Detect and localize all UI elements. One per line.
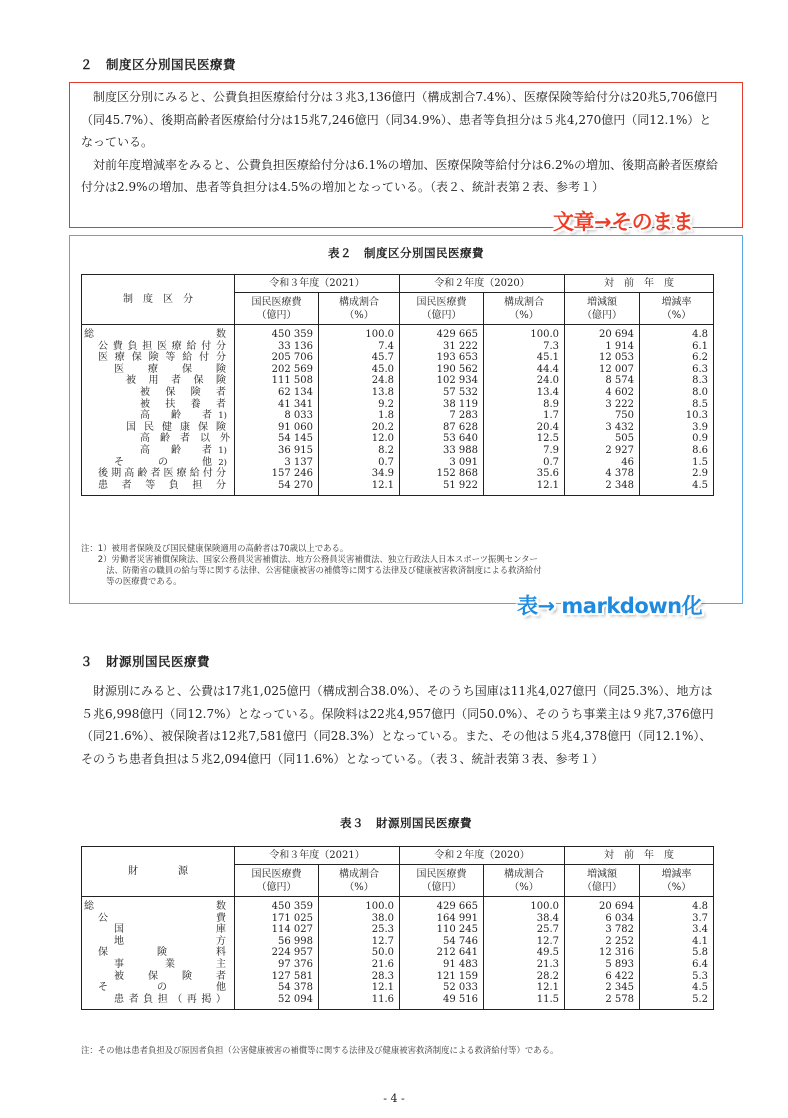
table3-cell: 6.4	[692, 958, 709, 970]
table3-cell: 11.5	[536, 993, 560, 1005]
table2-cell: 53 640	[443, 433, 479, 445]
table3-cell: 3.4	[692, 924, 709, 936]
table2-cell: 7.9	[543, 444, 560, 456]
table3-value-column	[319, 897, 400, 1010]
table2-row-label	[84, 329, 226, 341]
table3-row-label	[98, 982, 226, 994]
table2-cell: 1.5	[692, 456, 709, 468]
table3-row-label-text: 保 険 料	[98, 947, 226, 959]
table2-row-label	[140, 399, 226, 411]
table2-cell: 4 602	[605, 386, 635, 398]
table2-cell: 4.5	[692, 479, 709, 491]
table3-row-label-text: 被 保 険 者	[114, 970, 226, 982]
table2-cell: 157 246	[271, 468, 313, 480]
table3-cell: 54 746	[443, 935, 479, 947]
table3-cell: 28.2	[536, 970, 560, 982]
table2-row-footnote-ref: 1)	[218, 411, 227, 422]
table2-value-column	[484, 325, 565, 496]
table2-cell: 12.1	[371, 479, 395, 491]
table3-cell: 91 483	[443, 958, 479, 970]
section2-heading: ２ 制度区分別国民医療費	[80, 57, 237, 72]
table2-note: 2）労働者災害補償保険法、国家公務員災害補償法、地方公務員災害補償法、独立行政法人日本スポーツ振興センター	[81, 554, 538, 564]
table2-cell: 54 145	[278, 433, 313, 445]
table2-cell: 45.1	[536, 352, 560, 364]
table3-cell: 38.0	[371, 912, 395, 924]
table3-cell: 5.2	[692, 993, 709, 1005]
table3-value-column	[400, 897, 484, 1010]
table2-row-label	[140, 387, 226, 399]
table3-column-header: 構成割合 （%）	[319, 865, 400, 897]
table2-title: 表２ 制度区分別国民医療費	[328, 246, 484, 260]
table3-cell: 100.0	[365, 901, 395, 912]
table2-cell: 450 359	[271, 329, 313, 340]
table2-cell: 24.0	[536, 375, 560, 387]
table2-cell: 8 033	[284, 410, 313, 422]
table3-row-label	[114, 924, 226, 936]
section3-paragraph-1: 財源別にみると、公費は17兆1,025億円（構成割合38.0%）、そのうち国庫は11兆4,027億円（同25.3%）、地方は５兆6,998億円（同12.7%）となっている。保険料は22兆4,957億円（同50.0%）、そのうち事業主は９兆7,376億円（同21.6%）、被保険者は12兆7,581億円（同28.3%）となっている。また、その他は５兆4,378億円（同12.1%）、そのうち患者負担は５兆2,094億円（同11.6%）となっている。（表３、統計表第３表、参考１）	[81, 684, 714, 766]
table3-cell: 6 422	[605, 970, 635, 982]
table3-cell: 25.7	[536, 924, 560, 936]
table2-cell: 6.1	[692, 340, 709, 352]
table2-row-label-text: そ の 他	[114, 456, 212, 468]
table2-cell: 2 348	[605, 479, 635, 491]
table2-cell: 4 378	[605, 468, 635, 480]
table3-row-label	[84, 901, 226, 913]
table3-row-header: 財 源	[82, 847, 235, 897]
table3-column-header: 構成割合 （%）	[484, 865, 565, 897]
table3-cell: 11.6	[371, 993, 395, 1005]
table2-row-label	[140, 433, 230, 445]
table2-group-header: 令和３年度（2021）	[235, 275, 400, 293]
table3-column-header: 国民医療費 （億円）	[400, 865, 484, 897]
section2-paragraph-2: 対前年度増減率をみると、公費負担医療給付分は6.1%の増加、医療保険等給付分は6.2%の増加、後期高齢者医療給付分は2.9%の増加、患者等負担分は4.5%の増加となっている。（表２、統計表第２表、参考１）	[81, 157, 718, 194]
table2-row-header: 制 度 区 分	[82, 275, 235, 325]
table2-cell: 10.3	[685, 410, 709, 422]
table2-row-label-text: 高 齢 者	[140, 410, 212, 422]
table2-cell: 46	[621, 456, 635, 468]
table2-cell: 36 915	[278, 444, 313, 456]
table3-cell: 21.6	[371, 958, 395, 970]
table3-cell: 4.8	[692, 901, 709, 912]
table3-cell: 3.7	[692, 912, 709, 924]
table2-cell: 3.9	[692, 421, 709, 433]
table3-value-column	[565, 897, 640, 1010]
table2-value-column	[565, 325, 640, 496]
table3-cell: 164 991	[436, 912, 479, 924]
table2-value-column	[235, 325, 319, 496]
table3-cell: 21.3	[536, 958, 560, 970]
table2-note: 注：1）被用者保険及び国民健康保険適用の高齢者は70歳以上である。	[81, 543, 349, 553]
table2-cell: 12 053	[599, 352, 635, 364]
table3-cell: 100.0	[530, 901, 560, 912]
table3-cell: 429 665	[436, 901, 479, 912]
table3-cell: 2 252	[605, 935, 635, 947]
table3-cell: 450 359	[271, 901, 313, 912]
table2-value-column	[400, 325, 484, 496]
table2-cell: 8.3	[692, 375, 709, 387]
table2-cell: 3 137	[284, 456, 313, 468]
table3-row-label-text: 地 方	[114, 935, 226, 947]
table3-cell: 110 245	[436, 924, 479, 936]
table2-cell: 45.7	[371, 352, 395, 364]
table3-row-label	[114, 994, 226, 1006]
table2-cell: 4.8	[692, 329, 709, 340]
table2-row-label-text: 患 者 等 負 担 分	[98, 479, 226, 491]
table2-cell: 1.7	[543, 410, 560, 422]
table2-cell: 45.0	[371, 363, 395, 375]
table3-column-header: 増減額 （億円）	[565, 865, 640, 897]
table2-cell: 35.6	[536, 468, 560, 480]
table2-cell: 193 653	[436, 352, 479, 364]
table2-cell: 111 508	[271, 375, 313, 387]
table2-cell: 8 574	[605, 375, 635, 387]
table2-label-column	[82, 325, 235, 496]
table2-cell: 13.8	[371, 386, 395, 398]
table2-cell: 2.9	[692, 468, 709, 480]
table2-cell: 24.8	[371, 375, 395, 387]
table3	[81, 846, 714, 1010]
table2-cell: 2 927	[605, 444, 635, 456]
table3-row-label-text: 事 業 主	[114, 958, 226, 970]
table3-cell: 4.1	[692, 935, 709, 947]
table2-note: 等の医療費である。	[81, 576, 182, 586]
table2-row-label	[114, 457, 226, 469]
table2-row-label-text: 被 扶 養 者	[140, 398, 226, 410]
table3-cell: 2 345	[605, 982, 635, 994]
table2-cell: 152 868	[436, 468, 479, 480]
table2-cell: 8.5	[692, 398, 709, 410]
table3-cell: 49.5	[536, 947, 560, 959]
table2-cell: 6.3	[692, 363, 709, 375]
table2-cell: 33 136	[278, 340, 313, 352]
table2-cell: 38 119	[443, 398, 479, 410]
table3-group-header: 令和３年度（2021）	[235, 847, 400, 865]
table2-cell: 54 270	[278, 479, 313, 491]
table3-column-header: 増減率 （%）	[640, 865, 714, 897]
table2-row-label-text: 被 保 険 者	[140, 386, 226, 398]
table2-cell: 12.1	[536, 479, 560, 491]
table2-cell: 31 222	[443, 340, 479, 352]
table2-row-label	[140, 410, 226, 422]
table2-row-footnote-ref: 2)	[218, 457, 227, 468]
table2-cell: 8.2	[378, 444, 395, 456]
table2-cell: 0.7	[543, 456, 560, 468]
table2-cell: 12.5	[536, 433, 560, 445]
table3-notes	[81, 1045, 721, 1056]
table3-cell: 212 641	[436, 947, 479, 959]
table3-row-label	[114, 959, 226, 971]
table2-cell: 20.2	[371, 421, 395, 433]
section2-paragraph-1: 制度区分別にみると、公費負担医療給付分は３兆3,136億円（構成割合7.4%）、医療保険等給付分は20兆5,706億円（同45.7%）、後期高齢者医療給付分は15兆7,246億円（同34.9%）、患者等負担分は５兆4,270億円（同12.1%）となっている。	[81, 90, 718, 149]
table2-cell: 13.4	[536, 386, 560, 398]
table2-group-header: 対 前 年 度	[565, 275, 714, 293]
table2-cell: 100.0	[365, 329, 395, 340]
table3-cell: 52 094	[278, 993, 313, 1005]
table3-cell: 224 957	[271, 947, 313, 959]
table3-title: 表３ 財源別国民医療費	[340, 816, 472, 830]
table3-cell: 12.1	[371, 982, 395, 994]
table2-row-label	[98, 468, 226, 480]
table2-cell: 7.3	[543, 340, 560, 352]
table3-cell: 121 159	[436, 970, 479, 982]
table3-cell: 20 694	[599, 901, 635, 912]
table2-cell: 7.4	[378, 340, 395, 352]
table2-row-label-text: 公費負担医療給付分	[98, 340, 226, 352]
table3-column-header: 国民医療費 （億円）	[235, 865, 319, 897]
table3-cell: 12.1	[536, 982, 560, 994]
table2-group-header: 令和２年度（2020）	[400, 275, 565, 293]
table3-cell: 127 581	[271, 970, 313, 982]
table2-cell: 750	[614, 410, 635, 422]
table2-row-label	[140, 445, 226, 457]
table2-row-label-text: 医 療 保 険	[114, 363, 226, 375]
table2-cell: 91 060	[278, 421, 313, 433]
table3-cell: 25.3	[371, 924, 395, 936]
table3-cell: 114 027	[271, 924, 313, 936]
table3-note: 注：その他は患者負担及び原因者負担（公害健康被害の補償等に関する法律及び健康被害救済制度による救済給付等）である。	[81, 1045, 559, 1055]
table2-column-header: 国民医療費 （億円）	[400, 293, 484, 325]
table2-cell: 51 922	[443, 479, 479, 491]
table3-cell: 6 034	[605, 912, 635, 924]
section3-body	[81, 680, 721, 770]
table2-cell: 87 628	[443, 421, 479, 433]
table3-value-column	[484, 897, 565, 1010]
table3-row-label	[98, 947, 226, 959]
table3-cell: 171 025	[271, 912, 313, 924]
table2-row-label	[98, 480, 226, 492]
table2-cell: 33 988	[443, 444, 479, 456]
table2-value-column	[640, 325, 714, 496]
table2-cell: 9.2	[378, 398, 395, 410]
table3-cell: 12.7	[536, 935, 560, 947]
table2-cell: 34.9	[371, 468, 395, 480]
table2-cell: 1.8	[378, 410, 395, 422]
table2-notes	[81, 543, 721, 587]
table2-cell: 429 665	[436, 329, 479, 340]
table3-cell: 12 316	[599, 947, 635, 959]
table2-row-label	[126, 375, 226, 387]
table2-row-label-text: 後期高齢者医療給付分	[98, 468, 226, 480]
section3-heading: ３ 財源別国民医療費	[80, 654, 211, 669]
table2-cell: 6.2	[692, 352, 709, 364]
table2-cell: 1 914	[605, 340, 635, 352]
table3-cell: 5.3	[692, 970, 709, 982]
table3-cell: 97 376	[278, 958, 313, 970]
table2-cell: 0.9	[692, 433, 709, 445]
table3-cell: 50.0	[371, 947, 395, 959]
table2-cell: 3 091	[449, 456, 479, 468]
table2-value-column	[319, 325, 400, 496]
table3-row-label	[114, 936, 226, 948]
section2-body	[81, 86, 721, 199]
table3-row-label	[98, 913, 226, 925]
table3-row-label-text: 国 庫	[114, 924, 226, 936]
table2-row-label-text: 総 数	[84, 329, 226, 340]
table2-row-label-text: 医療保険等給付分	[98, 352, 226, 364]
table2-row-label	[98, 341, 226, 353]
table2-column-header: 国民医療費 （億円）	[235, 293, 319, 325]
table3-cell: 54 378	[278, 982, 313, 994]
table2-cell: 44.4	[536, 363, 560, 375]
table2-row-label-text: 国民健康保険	[126, 421, 226, 433]
table2-note: 法、防衛省の職員の給与等に関する法律、公害健康被害の補償等に関する法律及び健康被害救済制度による救済給付	[81, 565, 542, 575]
table3-cell: 5.8	[692, 947, 709, 959]
table2-cell: 20 694	[599, 329, 635, 340]
table2-cell: 8.9	[543, 398, 560, 410]
table3-cell: 56 998	[278, 935, 313, 947]
table2-row-footnote-ref: 1)	[218, 445, 227, 456]
table2-cell: 12.0	[371, 433, 395, 445]
table2-cell: 20.4	[536, 421, 560, 433]
table2-cell: 3 222	[605, 398, 635, 410]
table2-cell: 102 934	[436, 375, 479, 387]
table2-cell: 8.0	[692, 386, 709, 398]
table3-label-column	[82, 897, 235, 1010]
table2-cell: 505	[614, 433, 635, 445]
page-number: - 4 -	[383, 1092, 405, 1105]
table2-column-header: 増減額 （億円）	[565, 293, 640, 325]
table3-row-label-text: そ の 他	[98, 982, 226, 994]
table2-cell: 202 569	[271, 363, 313, 375]
table3-row-label-text: 公 費	[98, 912, 226, 924]
table2-cell: 205 706	[271, 352, 313, 364]
table3-cell: 2 578	[605, 993, 635, 1005]
table2-cell: 0.7	[378, 456, 395, 468]
table3-cell: 52 033	[443, 982, 479, 994]
table2-row-label-text: 高 齢 者	[140, 444, 212, 456]
table2-column-header: 増減率 （%）	[640, 293, 714, 325]
table2-cell: 100.0	[530, 329, 560, 340]
table2-row-label-text: 被 用 者 保 険	[126, 375, 226, 387]
table2-cell: 57 532	[443, 386, 479, 398]
table2-row-label	[114, 364, 226, 376]
table2-cell: 62 134	[278, 386, 313, 398]
table2-column-header: 構成割合 （%）	[484, 293, 565, 325]
table2-column-header: 構成割合 （%）	[319, 293, 400, 325]
table3-cell: 49 516	[443, 993, 479, 1005]
table3-row-label-text: 患者負担（再掲）	[114, 993, 226, 1005]
table3-cell: 12.7	[371, 935, 395, 947]
table3-group-header: 対 前 年 度	[565, 847, 714, 865]
table3-row-label-text: 総 数	[84, 901, 226, 912]
table2-cell: 8.6	[692, 444, 709, 456]
table2-cell: 190 562	[436, 363, 479, 375]
table2-row-label	[126, 422, 226, 434]
table2-row-label	[98, 352, 226, 364]
table2-cell: 41 341	[278, 398, 313, 410]
table3-value-column	[235, 897, 319, 1010]
table-callout-label: 表→ markdown化	[517, 594, 703, 618]
text-callout-label: 文章→そのまま	[553, 210, 694, 234]
table3-cell: 5 893	[605, 958, 635, 970]
table3-row-label	[114, 971, 226, 983]
table3-cell: 28.3	[371, 970, 395, 982]
table3-cell: 38.4	[536, 912, 560, 924]
table3-cell: 4.5	[692, 982, 709, 994]
table2-cell: 12 007	[599, 363, 635, 375]
table3-group-header: 令和２年度（2020）	[400, 847, 565, 865]
table2-cell: 7 283	[449, 410, 479, 422]
table3-value-column	[640, 897, 714, 1010]
table2	[81, 274, 714, 496]
table2-cell: 3 432	[605, 421, 635, 433]
table3-cell: 3 782	[605, 924, 635, 936]
table2-row-label-text: 高 齢 者 以 外	[140, 433, 230, 445]
